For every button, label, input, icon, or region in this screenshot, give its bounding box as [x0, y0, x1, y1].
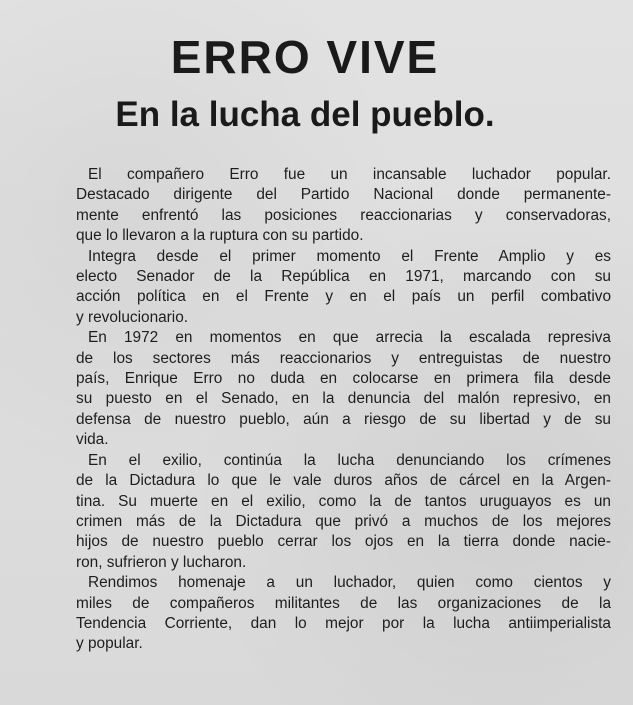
- text-line: país, Enrique Erro no duda en colocarse en primera fila desde: [76, 370, 611, 388]
- text-line: Destacado dirigente del Partido Nacional donde permanente-: [76, 186, 611, 204]
- text-line: electo Senador de la República en 1971, marcando con su: [76, 268, 611, 286]
- text-line: Tendencia Corriente, dan lo mejor por la lucha antiimperialista: [76, 614, 611, 632]
- subheadline: En la lucha del pueblo.: [115, 95, 495, 134]
- text-line: vida.: [76, 431, 109, 449]
- paragraph-5: [76, 573, 611, 655]
- text-line: que lo llevaron a la ruptura con su partido.: [76, 227, 364, 245]
- text-line: Integra desde el primer momento el Frente Amplio y es: [88, 247, 611, 265]
- text-line: de la Dictadura lo que le vale duros años de cárcel en la Argen-: [76, 472, 611, 490]
- text-line: hijos de nuestro pueblo cerrar los ojos en la tierra donde nacie-: [76, 533, 611, 551]
- text-line: Rendimos homenaje a un luchador, quien como cientos y: [88, 574, 611, 592]
- paragraph-2: [76, 247, 611, 329]
- text-line: tina. Su muerte en el exilio, como la de tantos uruguayos es un: [76, 492, 611, 510]
- text-line: y revolucionario.: [76, 308, 189, 326]
- text-line: acción política en el Frente y en el país un perfil combativo: [76, 288, 611, 306]
- paragraph-3: [76, 328, 611, 450]
- text-line: y popular.: [76, 635, 143, 653]
- paragraph-1: [76, 165, 611, 247]
- headline: ERRO VIVE: [170, 31, 440, 83]
- text-line: ron, sufrieron y lucharon.: [76, 553, 247, 571]
- article-body: [76, 165, 611, 655]
- text-line: En el exilio, continúa la lucha denunciando los crímenes: [88, 451, 611, 469]
- paragraph-4: [76, 451, 611, 573]
- text-line: miles de compañeros militantes de las organizaciones de la: [76, 594, 611, 612]
- text-line: crimen más de la Dictadura que privó a muchos de los mejores: [76, 512, 611, 530]
- text-line: En 1972 en momentos en que arrecia la escalada represiva: [88, 329, 611, 347]
- text-line: El compañero Erro fue un incansable luchador popular.: [88, 166, 611, 183]
- text-line: de los sectores más reaccionarios y entreguistas de nuestro: [76, 349, 611, 367]
- text-line: mente enfrentó las posiciones reaccionarias y conservadoras,: [76, 206, 611, 224]
- text-line: su puesto en el Senado, en la denuncia del malón represivo, en: [76, 390, 611, 408]
- text-line: defensa de nuestro pueblo, aún a riesgo de su libertad y de su: [76, 410, 611, 428]
